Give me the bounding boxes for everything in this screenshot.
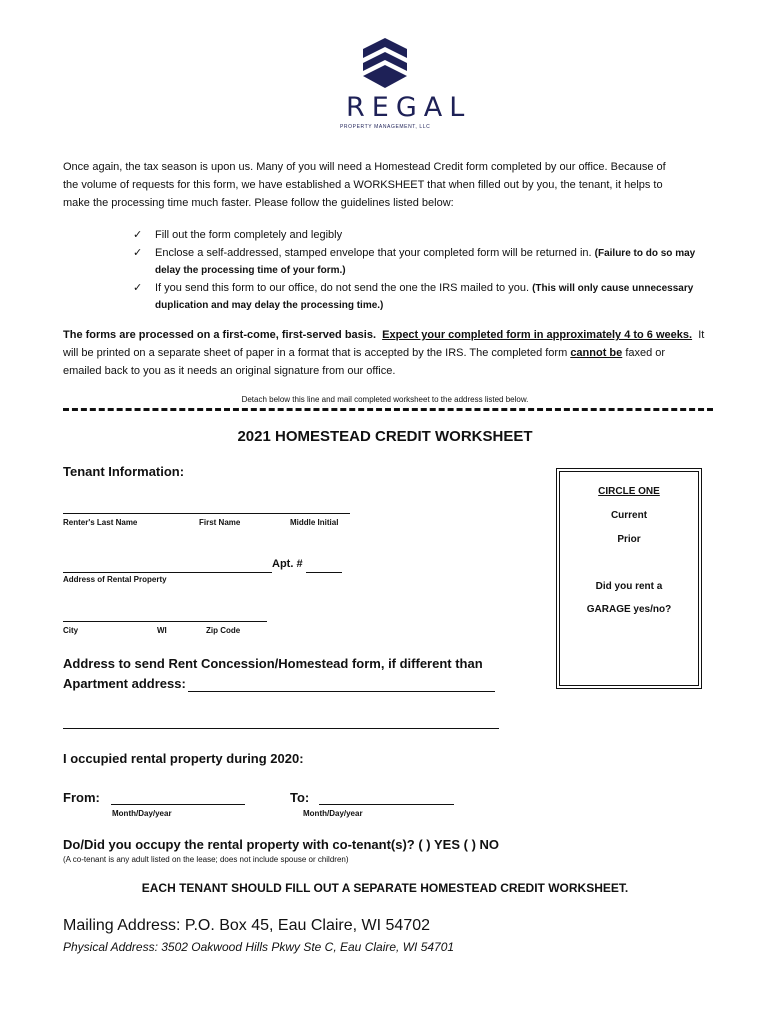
- name-field-line[interactable]: [63, 513, 350, 514]
- checkmark-icon: ✓: [133, 229, 143, 241]
- guideline-main: If you send this form to our office, do not send the one the IRS mailed to you.: [155, 282, 530, 294]
- processing-line-2b: faxed or: [625, 347, 666, 359]
- guideline-item: [135, 227, 705, 244]
- detach-instruction: Detach below this line and mail completed worksheet to the address listed below.: [241, 395, 529, 404]
- garage-question-2[interactable]: GARAGE yes/no?: [586, 604, 672, 615]
- guideline-note: (This will only cause unnecessary duplication and may delay the processing time.): [155, 283, 694, 311]
- circle-one-heading: CIRCLE ONE: [598, 486, 660, 497]
- logo-name: REGAL: [346, 92, 472, 123]
- send-address-extra-line[interactable]: [63, 728, 499, 729]
- address-caption: Address of Rental Property: [63, 575, 167, 584]
- city-field-line[interactable]: [63, 621, 267, 622]
- processing-paragraph: [63, 326, 713, 380]
- first-name-caption: First Name: [199, 518, 241, 527]
- checkmark-icon: ✓: [133, 282, 143, 294]
- tenant-info-heading: Tenant Information:: [63, 464, 185, 479]
- from-date-line[interactable]: [111, 804, 245, 805]
- guideline-item: [135, 280, 705, 314]
- guideline-text: Fill out the form completely and legibly: [155, 229, 343, 241]
- guideline-text: [135, 280, 705, 314]
- physical-address: Physical Address: 3502 Oakwood Hills Pkwy Ste C, Eau Claire, WI 54701: [63, 940, 455, 954]
- detach-dashed-line: [63, 408, 713, 411]
- state-caption: WI: [157, 626, 167, 635]
- cannot-be: cannot be: [570, 347, 623, 359]
- intro-line-2: the volume of requests for this form, we have established a WORKSHEET that when filled out by you, the tenant, it helps to: [63, 179, 663, 191]
- processing-rest: It: [698, 329, 705, 341]
- intro-line-3: make the processing time much faster. Please follow the guidelines listed below:: [63, 197, 454, 209]
- city-caption: City: [63, 626, 79, 635]
- garage-question-1: Did you rent a: [595, 581, 663, 592]
- mailing-address: Mailing Address: P.O. Box 45, Eau Claire, WI 54702: [63, 917, 431, 934]
- from-date-caption: Month/Day/year: [112, 809, 172, 818]
- send-address-line-1: Address to send Rent Concession/Homestead form, if different than: [63, 656, 483, 671]
- to-label: To:: [290, 790, 310, 805]
- regal-chevron-icon: [363, 38, 407, 88]
- processing-bold: The forms are processed on a first-come, first-served basis.: [63, 329, 377, 341]
- send-address-line-2: Apartment address:: [63, 676, 186, 691]
- from-label: From:: [63, 790, 100, 805]
- cotenant-question[interactable]: Do/Did you occupy the rental property with co-tenant(s)? ( ) YES ( ) NO: [63, 837, 500, 852]
- option-current[interactable]: Current: [610, 510, 648, 521]
- to-date-line[interactable]: [319, 804, 454, 805]
- each-tenant-notice: EACH TENANT SHOULD FILL OUT A SEPARATE HOMESTEAD CREDIT WORKSHEET.: [141, 881, 629, 895]
- intro-paragraph: [63, 158, 713, 212]
- address-field-line[interactable]: [63, 572, 272, 573]
- last-name-caption: Renter's Last Name: [63, 518, 138, 527]
- guideline-main: Enclose a self-addressed, stamped envelope that your completed form will be returned in.: [155, 247, 592, 259]
- intro-line-1: Once again, the tax season is upon us. Many of you will need a Homestead Credit form completed by our office. Because of: [63, 161, 666, 173]
- send-address-field-line[interactable]: [188, 691, 495, 692]
- worksheet-title: 2021 HOMESTEAD CREDIT WORKSHEET: [237, 428, 533, 445]
- zip-caption: Zip Code: [206, 626, 241, 635]
- apt-label: Apt. #: [272, 558, 303, 570]
- guideline-item: [135, 245, 705, 279]
- middle-initial-caption: Middle Initial: [290, 518, 339, 527]
- processing-line-2a: will be printed on a separate sheet of paper in a format that is accepted by the IRS. The completed form: [63, 347, 568, 359]
- cotenant-note: (A co-tenant is any adult listed on the lease; does not include spouse or children): [63, 855, 349, 864]
- guideline-note: (Failure to do so may delay the processing time of your form.): [155, 248, 696, 276]
- logo-subtitle: PROPERTY MANAGEMENT, LLC: [340, 124, 431, 130]
- guideline-text: [135, 245, 705, 279]
- circle-one-box: [556, 468, 702, 689]
- processing-underlined: Expect your completed form in approximately 4 to 6 weeks.: [382, 329, 693, 341]
- occupied-heading: I occupied rental property during 2020:: [63, 751, 304, 766]
- apt-field-line[interactable]: [306, 572, 342, 573]
- to-date-caption: Month/Day/year: [303, 809, 363, 818]
- regal-logo: [340, 38, 472, 130]
- processing-line-3: emailed back to you as it needs an original signature from our office.: [63, 365, 396, 377]
- option-prior[interactable]: Prior: [617, 534, 641, 545]
- checkmark-icon: ✓: [133, 247, 143, 259]
